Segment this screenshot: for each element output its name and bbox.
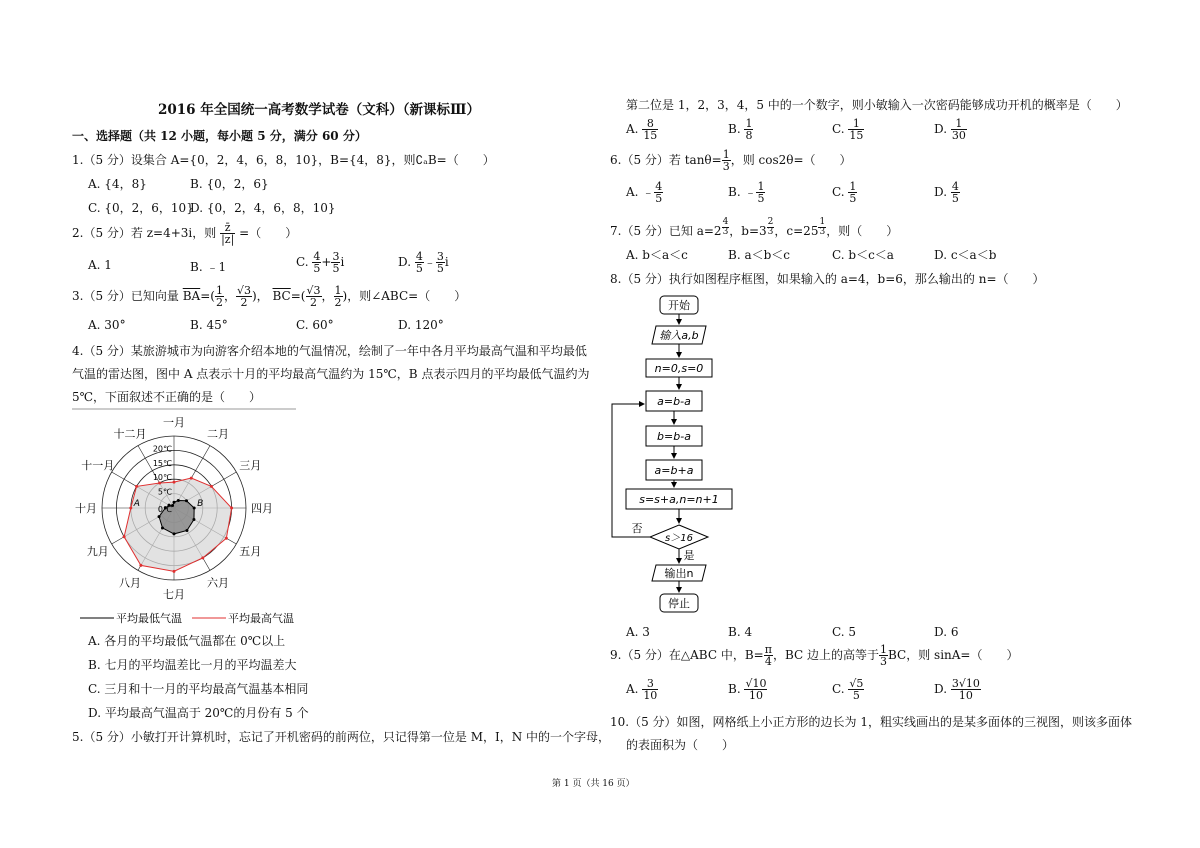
q8-option-a: A. 3 bbox=[626, 625, 650, 639]
series-high-point bbox=[129, 507, 132, 510]
q6-option-d: D. $\frac{4}{5}$ bbox=[934, 180, 959, 205]
q4-line-3: 5℃，下面叙述不正确的是（ ） bbox=[72, 390, 262, 404]
radar-chart bbox=[68, 406, 298, 638]
q10-line-1: 10.（5 分）如图，网格纸上小正方形的边长为 1，粗实线画出的是某多面体的三视图，则该多面体 bbox=[610, 715, 1132, 729]
series-low-point bbox=[185, 499, 188, 502]
q4-line-2: 气温的雷达图，图中 A 点表示十月的平均最高气温约为 15℃，B 点表示四月的平均最低气温约为 bbox=[72, 367, 590, 381]
q6-option-a: A. ﹣ $\frac{4}{5}$ bbox=[626, 180, 663, 205]
series-low-point bbox=[158, 515, 161, 518]
flow-condition-label: s＞16 bbox=[665, 533, 693, 544]
legend-low-label: 平均最低气温 bbox=[116, 612, 182, 625]
q3-option-d: D. 120° bbox=[398, 318, 444, 332]
q8-option-d: D. 6 bbox=[934, 625, 959, 639]
q5-line-1: 5.（5 分）小敏打开计算机时，忘记了开机密码的前两位，只记得第一位是 M，I，N 中的一个字母， bbox=[72, 730, 611, 744]
series-low-point bbox=[161, 526, 164, 529]
flow-yes-label: 是 bbox=[683, 549, 695, 562]
flow-no-label: 否 bbox=[631, 522, 643, 535]
radar-ring-label: 10℃ bbox=[152, 473, 172, 483]
q3-option-b: B. 45° bbox=[190, 318, 228, 332]
radar-month-label: 十一月 bbox=[81, 459, 115, 472]
series-low-point bbox=[173, 501, 176, 504]
q8-option-b: B. 4 bbox=[728, 625, 753, 639]
radar-series bbox=[123, 477, 233, 573]
q9-option-a: A. $\frac{3}{10}$ bbox=[626, 677, 658, 702]
radar-month-label: 二月 bbox=[207, 427, 229, 441]
q1-stem: 1.（5 分）设集合 A={0，2，4，6，8，10}，B={4，8}，则∁ₐB=（ ） bbox=[72, 153, 495, 167]
radar-month-label: 十二月 bbox=[113, 427, 147, 441]
q4-option-a: A. 各月的平均最低气温都在 0℃以上 bbox=[88, 634, 286, 648]
q5-option-c: C. $\frac{1}{15}$ bbox=[832, 117, 864, 142]
q2-option-d: D. $\frac{4}{5}$ ﹣ $\frac{3}{5}$ i bbox=[398, 250, 449, 275]
q7-option-b: B. a＜b＜c bbox=[728, 248, 791, 262]
flow-step-4-label: s=s+a,n=n+1 bbox=[639, 493, 719, 506]
radar-ring-label: 15℃ bbox=[152, 458, 172, 468]
q4-option-b: B. 七月的平均温差比一月的平均温差大 bbox=[88, 658, 297, 672]
radar-month-label: 七月 bbox=[163, 588, 185, 601]
flow-loop-arrow bbox=[612, 404, 650, 537]
flow-step-2-label: b=b-a bbox=[657, 430, 691, 443]
q8-option-c: C. 5 bbox=[832, 625, 857, 639]
q5-line-2: 第二位是 1，2，3，4，5 中的一个数字，则小敏输入一次密码能够成功开机的概率是（ ） bbox=[626, 98, 1128, 112]
radar-month-label: 三月 bbox=[239, 459, 262, 472]
q2-option-c: C. $\frac{4}{5}$ + $\frac{3}{5}$ i bbox=[296, 250, 345, 275]
q7-option-c: C. b＜c＜a bbox=[832, 248, 894, 262]
q4-line-1: 4.（5 分）某旅游城市为向游客介绍本地的气温情况，绘制了一年中各月平均最高气温和平均最低 bbox=[72, 344, 587, 358]
flow-start-label: 开始 bbox=[668, 299, 690, 312]
radar-month-label: 九月 bbox=[86, 545, 109, 558]
q2-fraction: $\frac{z̄}{|z|}$ bbox=[221, 221, 235, 246]
section-heading: 一、选择题（共 12 小题，每小题 5 分，满分 60 分） bbox=[72, 129, 367, 143]
radar-ring-label: 0℃ bbox=[157, 505, 172, 514]
radar-month-label: 八月 bbox=[119, 576, 141, 590]
point-a-label: A bbox=[133, 499, 140, 509]
q9-option-c: C. $\frac{√5}{5}$ bbox=[832, 677, 864, 702]
q9-option-d: D. $\frac{3√10}{10}$ bbox=[934, 677, 980, 702]
q9-option-b: B. $\frac{√10}{10}$ bbox=[728, 677, 767, 702]
flow-step-3-label: a=b+a bbox=[654, 464, 694, 477]
q3-stem: 3.（5 分）已知向量 $\overline{BA}=$( $\frac{1}{2}$ ， $\frac{√3}{2}$ )， $\overline{BC}=$( $\frac{√3}{2}$ ， $\frac{1}{2}$ )，则∠ABC=（ ） bbox=[72, 284, 467, 309]
vector-ba: $\overline{BA}$ bbox=[182, 289, 201, 303]
q6-stem: 6.（5 分）若 tanθ= $\frac{1}{3}$ ，则 cos2θ=（ ） bbox=[610, 148, 852, 173]
series-high-point bbox=[210, 485, 213, 488]
flow-input-label: 输入a,b bbox=[659, 329, 699, 342]
flow-init-label: n=0,s=0 bbox=[654, 362, 704, 375]
flow-step-1-label: a=b-a bbox=[657, 395, 691, 408]
series-high-point bbox=[139, 564, 142, 567]
q5-option-b: B. $\frac{1}{8}$ bbox=[728, 117, 753, 142]
q5-option-d: D. $\frac{1}{30}$ bbox=[934, 117, 966, 142]
q6-option-c: C. $\frac{1}{5}$ bbox=[832, 180, 857, 205]
q1-option-c: C. {0，2，6，10} bbox=[88, 201, 194, 215]
flowchart bbox=[604, 290, 744, 620]
radar-month-label: 十月 bbox=[75, 502, 97, 515]
series-high-point bbox=[190, 477, 193, 480]
vector-bc: $\overline{BC}$ bbox=[272, 289, 291, 303]
q2-stem: 2.（5 分）若 z=4+3i，则 $\frac{z̄}{|z|}$ =（ ） bbox=[72, 221, 298, 246]
q4-option-c: C. 三月和十一月的平均最高气温基本相同 bbox=[88, 682, 309, 696]
series-low-point bbox=[192, 518, 195, 521]
radar-ring-label: 5℃ bbox=[157, 487, 172, 497]
series-high-point bbox=[173, 570, 176, 573]
q9-stem: 9.（5 分）在△ABC 中，B= $\frac{\pi}{4}$ ，BC 边上的高等于 $\frac{1}{3}$ BC，则 sinA=（ ） bbox=[610, 643, 1019, 668]
q10-line-2: 的表面积为（ ） bbox=[626, 738, 735, 752]
q1-option-a: A. {4，8} bbox=[88, 177, 147, 191]
series-low-point bbox=[185, 529, 188, 532]
series-high-point bbox=[173, 481, 176, 484]
radar-month-label: 四月 bbox=[251, 502, 273, 515]
series-high-point bbox=[135, 485, 138, 488]
q7-option-a: A. b＜a＜c bbox=[626, 248, 688, 262]
q1-option-b: B. {0，2，6} bbox=[190, 177, 269, 191]
q4-option-d: D. 平均最高气温高于 20℃的月份有 5 个 bbox=[88, 706, 309, 720]
radar-ring-label: 20℃ bbox=[152, 444, 172, 454]
q7-stem: 7.（5 分）已知 a=2 $^{\frac{4}{3}}$ ，b=3 $^{\frac{2}{3}}$ ，c=25 $^{\frac{1}{3}}$ ，则（ ） bbox=[610, 217, 899, 238]
series-high-point bbox=[123, 535, 126, 538]
series-low-point bbox=[177, 499, 180, 502]
q3-option-c: C. 60° bbox=[296, 318, 334, 332]
q2-option-a: A. 1 bbox=[88, 258, 112, 272]
series-high-point bbox=[201, 556, 204, 559]
q6-option-b: B. ﹣ $\frac{1}{5}$ bbox=[728, 180, 765, 205]
series-high-point bbox=[230, 507, 233, 510]
q3-option-a: A. 30° bbox=[88, 318, 126, 332]
series-high-point bbox=[225, 537, 228, 540]
legend-high-label: 平均最高气温 bbox=[228, 612, 294, 625]
radar-month-label: 六月 bbox=[207, 576, 229, 590]
q8-stem: 8.（5 分）执行如图程序框图，如果输入的 a=4，b=6，那么输出的 n=（ ） bbox=[610, 272, 1045, 286]
radar-month-label: 五月 bbox=[239, 545, 262, 558]
flow-output-label: 输出n bbox=[664, 567, 694, 580]
series-low-point bbox=[193, 507, 196, 510]
page-title: 2016 年全国统一高考数学试卷（文科）（新课标Ⅲ） bbox=[158, 102, 480, 118]
page-footer: 第 1 页（共 16 页） bbox=[552, 779, 635, 789]
point-b-label: B bbox=[197, 499, 204, 509]
q7-option-d: D. c＜a＜b bbox=[934, 248, 997, 262]
series-low-point bbox=[173, 532, 176, 535]
flow-stop-label: 停止 bbox=[668, 597, 690, 610]
q2-option-b: B. ﹣1 bbox=[190, 260, 227, 274]
q1-option-d: D. {0，2，4，6，8，10} bbox=[190, 201, 336, 215]
q5-option-a: A. $\frac{8}{15}$ bbox=[626, 117, 658, 142]
radar-month-label: 一月 bbox=[163, 416, 185, 429]
